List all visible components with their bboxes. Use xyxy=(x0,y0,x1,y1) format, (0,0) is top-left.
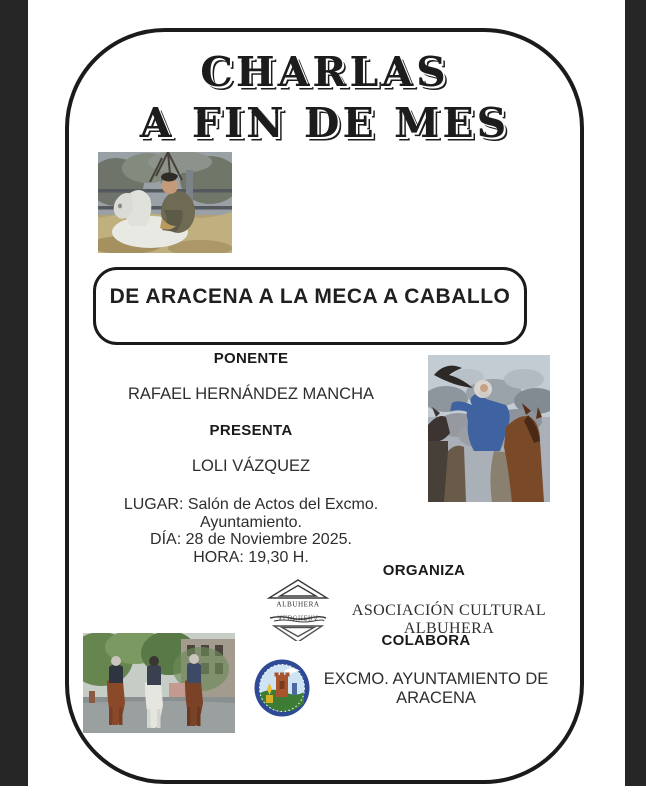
talk-title: DE ARACENA A LA MECA A CABALLO xyxy=(109,285,511,308)
ponente-label: PONENTE xyxy=(213,350,289,367)
right-dark-bar xyxy=(625,0,646,786)
organiza-name: ASOCIACIÓN CULTURAL ALBUHERA xyxy=(351,602,547,637)
presenta-label: PRESENTA xyxy=(209,422,293,439)
venue-details xyxy=(80,496,422,566)
poster-title-line2: A FIN DE MES xyxy=(139,99,510,147)
venue-line-dia: DÍA: 28 de Noviembre 2025. xyxy=(150,531,352,548)
presenta-name: LOLI VÁZQUEZ xyxy=(191,457,311,475)
left-dark-bar xyxy=(0,0,28,786)
venue-line-lugar: LUGAR: Salón de Actos del Excmo. Ayuntamiento. xyxy=(123,496,379,531)
three-riders-street-photo xyxy=(83,633,235,733)
albuhera-logo-text-reflection: ALBUHERA xyxy=(277,613,319,621)
talk-title-box xyxy=(93,267,527,345)
colabora-name: EXCMO. AYUNTAMIENTO DE ARACENA xyxy=(323,670,549,707)
ponente-name: RAFAEL HERNÁNDEZ MANCHA xyxy=(127,385,374,403)
rider-with-bird-market-photo xyxy=(428,355,550,502)
venue-line-hora: HORA: 19,30 H. xyxy=(193,548,309,566)
aracena-town-crest xyxy=(254,659,310,717)
colabora-label: COLABORA xyxy=(381,632,471,649)
poster-title-line1: CHARLAS xyxy=(200,48,449,96)
man-with-white-horse-photo xyxy=(98,152,232,253)
albuhera-logo-text: ALBUHERA xyxy=(276,600,320,609)
organiza-label: ORGANIZA xyxy=(382,562,466,579)
